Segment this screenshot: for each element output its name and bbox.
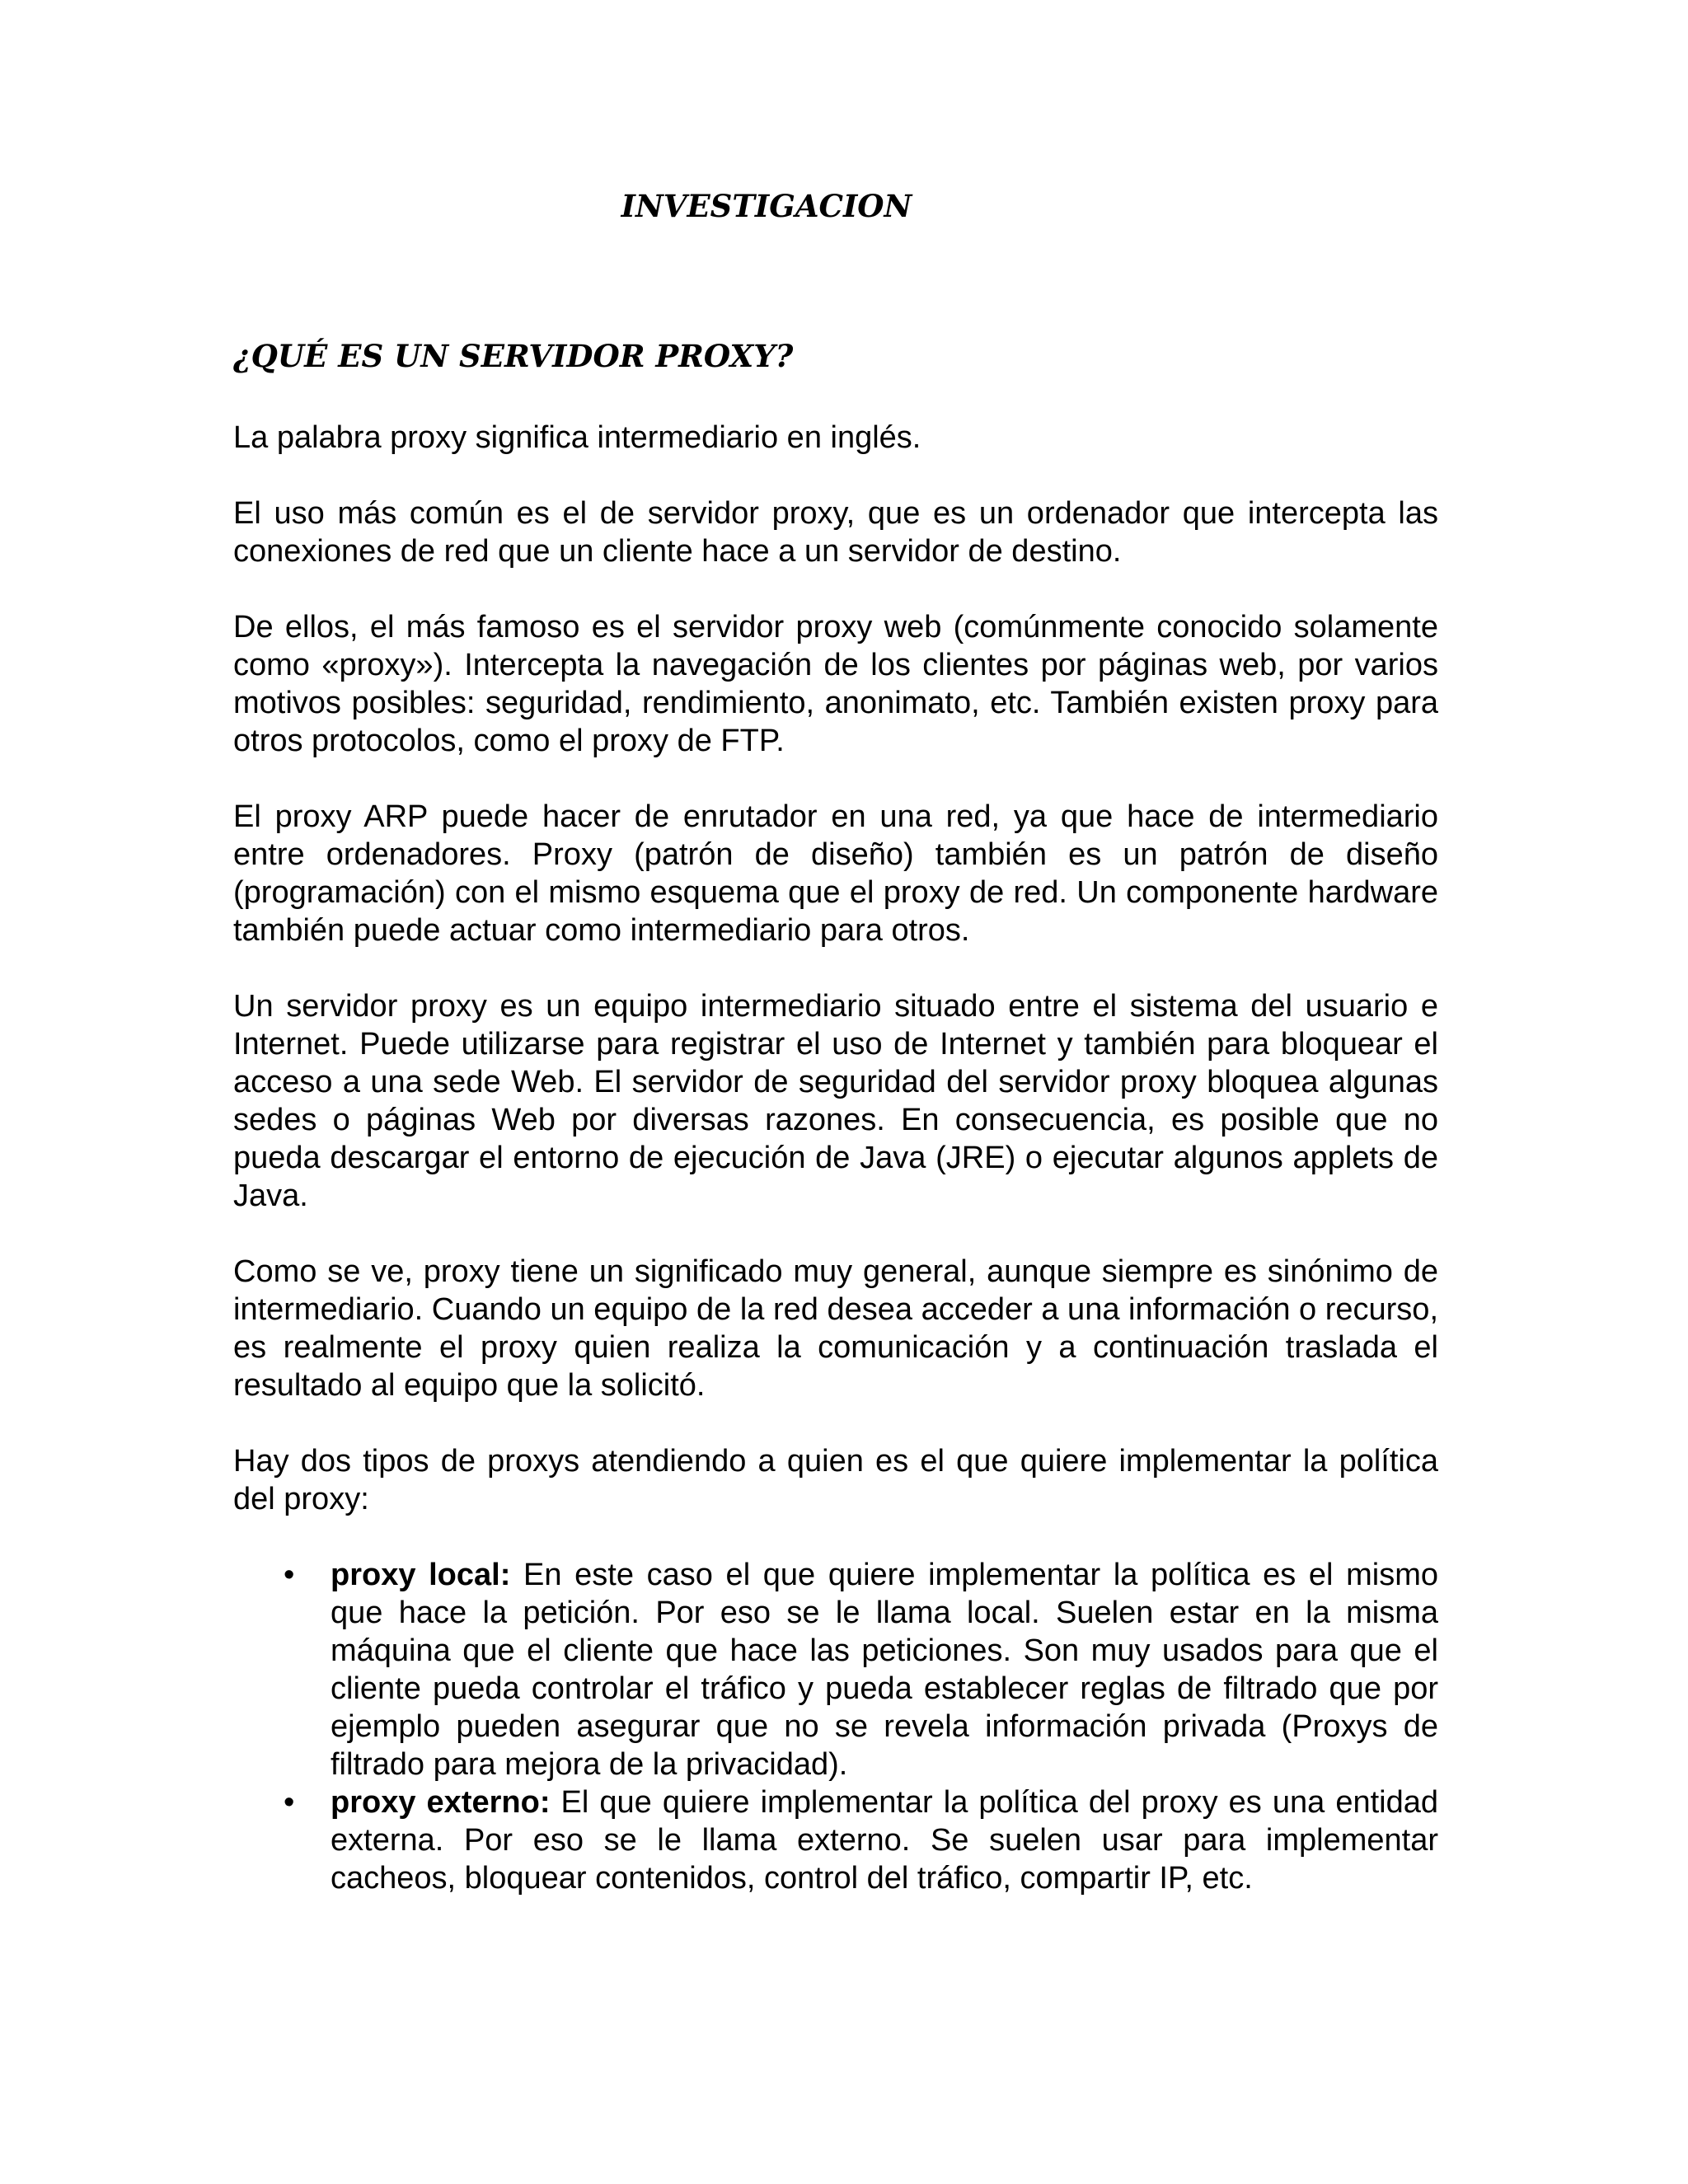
paragraph-6: Como se ve, proxy tiene un significado muy general, aunque siempre es sinónimo de intermediario. Cuando un equipo de la red desea acceder a una información o recurso, es realmente el proxy quien realiza la comunicación y a continuación traslada el resultado al equipo que la solicitó. — [233, 1254, 1438, 1403]
document-title: INVESTIGACION — [621, 188, 912, 224]
paragraph-5: Un servidor proxy es un equipo intermediario situado entre el sistema del usuario e Internet. Puede utilizarse para registrar el uso de Internet y también para bloquear el acceso a una sede Web. El servidor de seguridad del servidor proxy bloquea algunas sedes o páginas Web por diversas razones. En consecuencia, es posible que no pueda descargar el entorno de ejecución de Java (JRE) o ejecutar algunos applets de Java. — [233, 989, 1438, 1213]
list-item-text: El que quiere implementar la política del proxy es una entidad externa. Por eso se le llama externo. Se suelen usar para implementar cacheos, bloquear contenidos, control del tráfico, compartir IP, etc. — [331, 1785, 1438, 1896]
paragraph-1: La palabra proxy significa intermediario en inglés. — [233, 420, 921, 455]
section-heading: ¿QUÉ ES UN SERVIDOR PROXY? — [233, 338, 794, 374]
paragraph-4: El proxy ARP puede hacer de enrutador en una red, ya que hace de intermediario entre ordenadores. Proxy (patrón de diseño) también es un patrón de diseño (programación) con el mismo esquema que el proxy de red. Un componente hardware también puede actuar como intermediario para otros. — [233, 799, 1438, 948]
list-item-proxy-externo — [233, 1783, 1438, 1897]
paragraph-3: De ellos, el más famoso es el servidor proxy web (comúnmente conocido solamente como «proxy»). Intercepta la navegación de los clientes por páginas web, por varios motivos posibles: seguridad, rendimiento, anonimato, etc. También existen proxy para otros protocolos, como el proxy de FTP. — [233, 610, 1438, 758]
bullet-icon: • — [284, 1785, 295, 1820]
list-item-text: En este caso el que quiere implementar la política es el mismo que hace la petición. Por eso se le llama local. Suelen estar en la misma máquina que el cliente que hace las peticiones. Son muy usados para que el cliente pueda controlar el tráfico y pueda establecer reglas de filtrado que por ejemplo pueden asegurar que no se revela información privada (Proxys de filtrado para mejora de la privacidad). — [331, 1558, 1438, 1782]
list-item-proxy-local — [233, 1556, 1438, 1783]
list-item-term: proxy local: — [331, 1558, 511, 1592]
paragraph-2: El uso más común es el de servidor proxy, que es un ordenador que intercepta las conexiones de red que un cliente hace a un servidor de destino. — [233, 496, 1438, 569]
document-body — [233, 419, 1438, 1897]
paragraph-7: Hay dos tipos de proxys atendiendo a quien es el que quiere implementar la política del proxy: — [233, 1444, 1438, 1516]
proxy-types-list — [233, 1556, 1438, 1897]
bullet-icon: • — [284, 1558, 295, 1592]
list-item-term: proxy externo: — [331, 1785, 551, 1820]
